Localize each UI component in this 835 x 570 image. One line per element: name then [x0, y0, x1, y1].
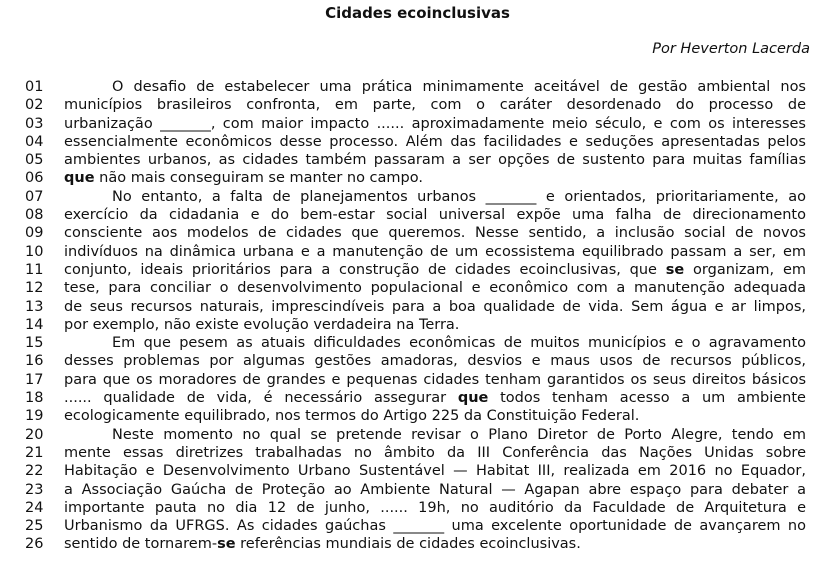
- text-segment: sentido de tornarem-: [64, 536, 218, 553]
- line-text: [64, 334, 806, 352]
- line-number: 22: [25, 463, 44, 480]
- line-number: 05: [25, 152, 44, 169]
- text-segment: O desafio de estabelecer uma prática minimamente aceitável de gestão ambiental nos: [112, 79, 806, 95]
- text-line: [0, 371, 835, 389]
- text-line: [0, 151, 835, 169]
- line-number: 15: [25, 335, 44, 352]
- bold-word: que: [457, 390, 489, 407]
- line-number: 10: [25, 243, 44, 260]
- line-number: 11: [25, 261, 44, 278]
- line-number: 25: [25, 518, 44, 535]
- text-segment: organizam, em: [684, 261, 806, 278]
- text-segment: Neste momento no qual se pretende revisar o Plano Diretor de Porto Alegre, tendo em: [112, 426, 806, 443]
- line-number: 26: [25, 536, 44, 553]
- text-line: [0, 535, 835, 553]
- bold-word: se: [217, 536, 236, 553]
- line-text: [64, 462, 806, 480]
- text-segment: todos tenham acesso a um ambiente: [488, 390, 806, 407]
- text-segment: No entanto, a falta de planejamentos urbanos _______ e orientados, prioritariamente, ao: [112, 188, 806, 205]
- text-line: [0, 444, 835, 462]
- line-number: 13: [25, 298, 44, 315]
- text-line: [0, 426, 835, 444]
- text-segment: tese, para conciliar o desenvolvimento populacional e econômico com a manutenção adequada: [64, 280, 806, 297]
- line-number: 18: [25, 390, 44, 407]
- text-segment: exercício da cidadania e do bem-estar social universal expõe uma falha de direcionamento: [64, 207, 806, 224]
- text-segment: importante pauta no dia 12 de junho, ...... 19h, no auditório da Faculdade de Arquitetura e: [64, 499, 806, 516]
- bold-word: se: [665, 261, 685, 278]
- text-segment: urbanização _______, com maior impacto ...... aproximadamente meio século, e com os interesses: [64, 115, 806, 132]
- line-number: 19: [25, 408, 44, 425]
- text-line: [0, 499, 835, 517]
- text-segment: consciente aos modelos de cidades que queremos. Nesse sentido, a inclusão social de novos: [64, 225, 806, 242]
- text-line: [0, 481, 835, 499]
- document-title: Cidades ecoinclusivas: [325, 4, 510, 22]
- text-body: [0, 78, 835, 554]
- text-line: [0, 298, 835, 316]
- line-text: [64, 444, 806, 462]
- text-line: [0, 224, 835, 242]
- text-segment: referências mundiais de cidades ecoinclusivas.: [235, 536, 581, 553]
- line-number: 09: [25, 225, 44, 242]
- text-segment: conjunto, ideais prioritários para a construção de cidades ecoinclusivas, que: [64, 261, 666, 278]
- text-segment: Urbanismo da UFRGS. As cidades gaúchas _______ uma excelente oportunidade de avançarem no: [64, 518, 806, 535]
- line-number: 04: [25, 133, 44, 150]
- line-text: [64, 151, 806, 169]
- line-text: [64, 169, 806, 187]
- line-text: [64, 499, 806, 517]
- text-line: [0, 133, 835, 151]
- text-line: [0, 115, 835, 133]
- text-segment: para que os moradores de grandes e pequenas cidades tenham garantidos os seus direitos básicos: [64, 371, 806, 388]
- text-segment: a Associação Gaúcha de Proteção ao Ambiente Natural — Agapan abre espaço para debater a: [64, 481, 806, 498]
- line-text: [64, 316, 806, 334]
- line-text: [64, 224, 806, 242]
- text-segment: Habitação e Desenvolvimento Urbano Sustentável — Habitat III, realizada em 2016 no Equador,: [64, 463, 806, 480]
- line-text: [64, 426, 806, 444]
- line-number: 14: [25, 316, 44, 333]
- text-line: [0, 517, 835, 535]
- text-line: [0, 78, 835, 96]
- text-line: [0, 279, 835, 297]
- text-line: [0, 334, 835, 352]
- line-text: [64, 188, 806, 206]
- text-segment: por exemplo, não existe evolução verdadeira na Terra.: [64, 316, 460, 333]
- text-line: [0, 389, 835, 407]
- text-line: [0, 316, 835, 334]
- text-line: [0, 243, 835, 261]
- line-text: [64, 481, 806, 499]
- line-number: 24: [25, 499, 44, 516]
- line-text: [64, 261, 806, 279]
- text-segment: indivíduos na dinâmica urbana e a manutenção de um ecossistema equilibrado passam a ser, em: [64, 243, 806, 260]
- text-line: [0, 169, 835, 187]
- text-segment: essencialmente econômicos desse processo. Além das facilidades e seduções apresentadas pelos: [64, 133, 806, 150]
- line-number: 16: [25, 353, 44, 370]
- line-text: [64, 279, 806, 297]
- line-text: [64, 96, 806, 114]
- text-line: [0, 407, 835, 425]
- line-text: [64, 133, 806, 151]
- line-text: [64, 535, 806, 553]
- line-text: [64, 78, 806, 96]
- line-number: 17: [25, 371, 44, 388]
- text-segment: ...... qualidade de vida, é necessário assegurar: [64, 390, 458, 407]
- line-text: [64, 298, 806, 316]
- text-segment: Em que pesem as atuais dificuldades econômicas de muitos municípios e o agravamento: [112, 335, 806, 352]
- text-segment: municípios brasileiros confronta, em parte, com o caráter desordenado do processo de: [64, 97, 806, 114]
- line-number: 08: [25, 207, 44, 224]
- line-number: 03: [25, 115, 44, 132]
- text-segment: de seus recursos naturais, imprescindíveis para a boa qualidade de vida. Sem água e ar limpos,: [64, 298, 806, 315]
- text-line: [0, 206, 835, 224]
- line-number: 02: [25, 97, 44, 114]
- line-number: 23: [25, 481, 44, 498]
- line-text: [64, 371, 806, 389]
- line-number: 07: [25, 188, 44, 205]
- line-text: [64, 115, 806, 133]
- author-byline: Por Heverton Lacerda: [652, 41, 810, 57]
- line-number: 06: [25, 170, 44, 187]
- line-number: 21: [25, 444, 44, 461]
- text-segment: desses problemas por algumas gestões amadoras, desvios e maus usos de recursos públicos,: [64, 353, 806, 370]
- line-text: [64, 517, 806, 535]
- line-text: [64, 407, 806, 425]
- line-number: 20: [25, 426, 44, 443]
- text-segment: ecologicamente equilibrado, nos termos do Artigo 225 da Constituição Federal.: [64, 408, 640, 425]
- text-line: [0, 188, 835, 206]
- line-text: [64, 206, 806, 224]
- bold-word: que: [64, 170, 95, 187]
- text-segment: ambientes urbanos, as cidades também passaram a ser opções de sustento para muitas famílias: [64, 152, 806, 169]
- line-text: [64, 352, 806, 370]
- text-line: [0, 352, 835, 370]
- text-line: [0, 96, 835, 114]
- text-segment: mente essas diretrizes trabalhadas no âmbito da III Conferência das Nações Unidas sobre: [64, 444, 806, 461]
- text-line: [0, 462, 835, 480]
- line-number: 12: [25, 280, 44, 297]
- text-segment: não mais conseguiram se manter no campo.: [94, 170, 423, 187]
- line-text: [64, 243, 806, 261]
- line-number: 01: [25, 79, 44, 95]
- text-line: [0, 261, 835, 279]
- line-text: [64, 389, 806, 407]
